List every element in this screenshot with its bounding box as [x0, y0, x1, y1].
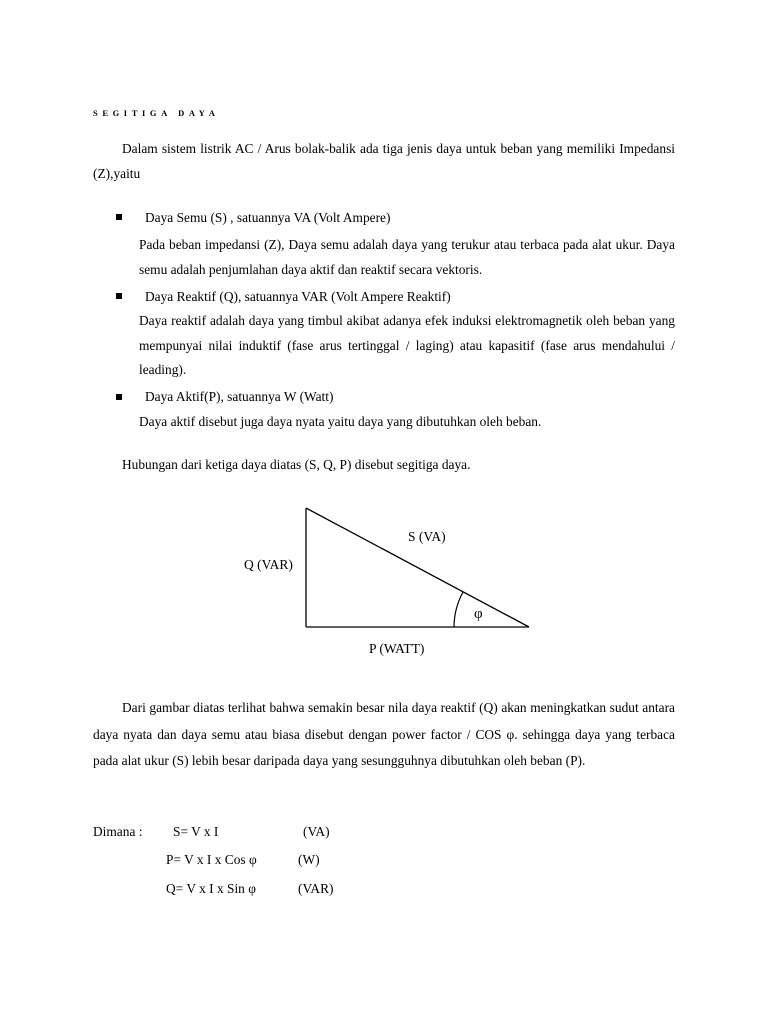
hypotenuse-label: S (VA)	[408, 529, 446, 544]
formula-p-unit: (W)	[298, 852, 320, 867]
formula-p: P= V x I x Cos φ	[166, 852, 257, 867]
formula-q: Q= V x I x Sin φ	[166, 881, 256, 896]
intro-paragraph: Dalam sistem listrik AC / Arus bolak-balik ada tiga jenis daya untuk beban yang memiliki Impedansi (Z),yaitu	[93, 141, 675, 181]
bullet-title-daya-aktif: Daya Aktif(P), satuannya W (Watt)	[145, 389, 334, 404]
vertical-label: Q (VAR)	[244, 557, 293, 572]
bullet-title-daya-semu: Daya Semu (S) , satuannya VA (Volt Ampere)	[145, 210, 391, 225]
formula-q-unit: (VAR)	[298, 881, 334, 896]
bullet-desc-daya-aktif: Daya aktif disebut juga daya nyata yaitu daya yang dibutuhkan oleh beban.	[139, 414, 542, 429]
bullet-title-daya-reaktif: Daya Reaktif (Q), satuannya VAR (Volt Ampere Reaktif)	[145, 289, 451, 304]
formula-s: S= V x I	[173, 824, 219, 839]
relation-sentence: Hubungan dari ketiga daya diatas (S, Q, P) disebut segitiga daya.	[122, 457, 471, 472]
section-heading: SEGITIGA DAYA	[93, 108, 220, 118]
angle-label: φ	[474, 606, 483, 622]
base-label: P (WATT)	[369, 641, 425, 656]
triangle-hypotenuse	[306, 508, 529, 627]
explanation-paragraph: Dari gambar diatas terlihat bahwa semakin besar nila daya reaktif (Q) akan meningkatkan sudut antara daya nyata dan daya semu atau biasa disebut dengan power factor / COS φ. sehingga daya yang terbaca pada alat ukur (S) lebih besar daripada daya yang sesungguhnya dibutuhkan oleh beban (P).	[93, 700, 675, 768]
formula-s-unit: (VA)	[303, 824, 330, 839]
bullet-desc-daya-semu: Pada beban impedansi (Z), Daya semu adalah daya yang terukur atau terbaca pada alat ukur. Daya semu adalah penjumlahan daya aktif dan reaktif secara vektoris.	[139, 237, 675, 277]
bullet-desc-daya-reaktif: Daya reaktif adalah daya yang timbul akibat adanya efek induksi elektromagnetik oleh beban yang mempunyai nilai induktif (fase arus tertinggal / laging) atau kapasitif (fase arus mendahului / leading).	[139, 313, 675, 377]
angle-arc	[454, 592, 463, 627]
formula-prefix: Dimana :	[93, 824, 143, 839]
